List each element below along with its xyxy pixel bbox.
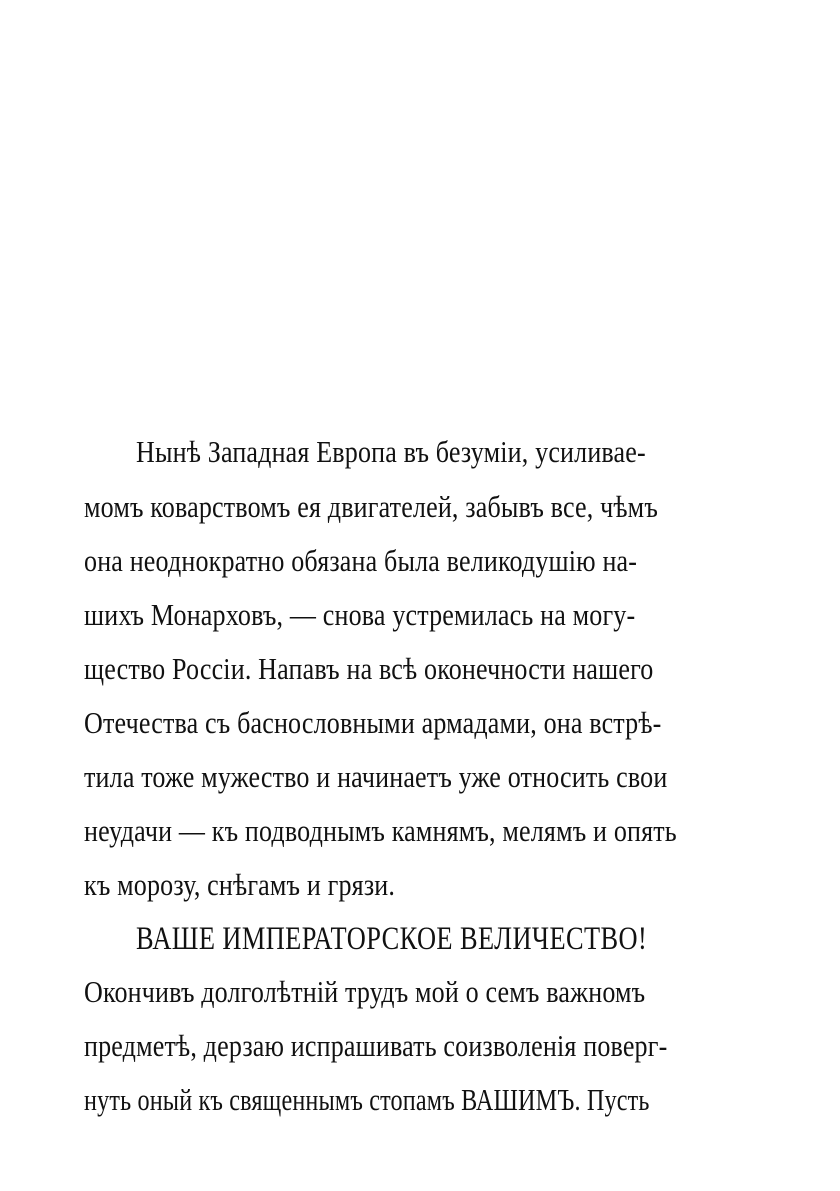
text-line: Нынѣ Западная Европа въ безуміи, усиливае- [136, 434, 646, 469]
text-line: шихъ Монарховъ, — снова устремилась на могу- [84, 597, 636, 632]
text-line: къ морозу, снѣгамъ и грязи. [84, 867, 396, 902]
text-line: момъ коварствомъ ея двигателей, забывъ все, чѣмъ [84, 489, 658, 524]
text-line: она неоднократно обязана была великодушію на- [84, 543, 638, 578]
text-line: предметѣ, дерзаю испрашивать соизволенія поверг- [84, 1028, 668, 1063]
text-line: щество Россіи. Напавъ на всѣ оконечности нашего [84, 651, 654, 686]
text-line: Окончивъ долголѣтній трудъ мой о семъ важномъ [84, 974, 646, 1009]
text-line: нуть оный къ священнымъ стопамъ ВАШИМЪ. Пусть [84, 1082, 650, 1117]
text-line: Отечества съ баснословными армадами, она встрѣ- [84, 705, 662, 740]
text-line: неудачи — къ подводнымъ камнямъ, мелямъ и опять [84, 813, 677, 848]
text-line: тила тоже мужество и начинаетъ уже относить свои [84, 759, 668, 794]
address-heading: ВАШЕ ИМПЕРАТОРСКОЕ ВЕЛИЧЕСТВО! [136, 921, 648, 957]
